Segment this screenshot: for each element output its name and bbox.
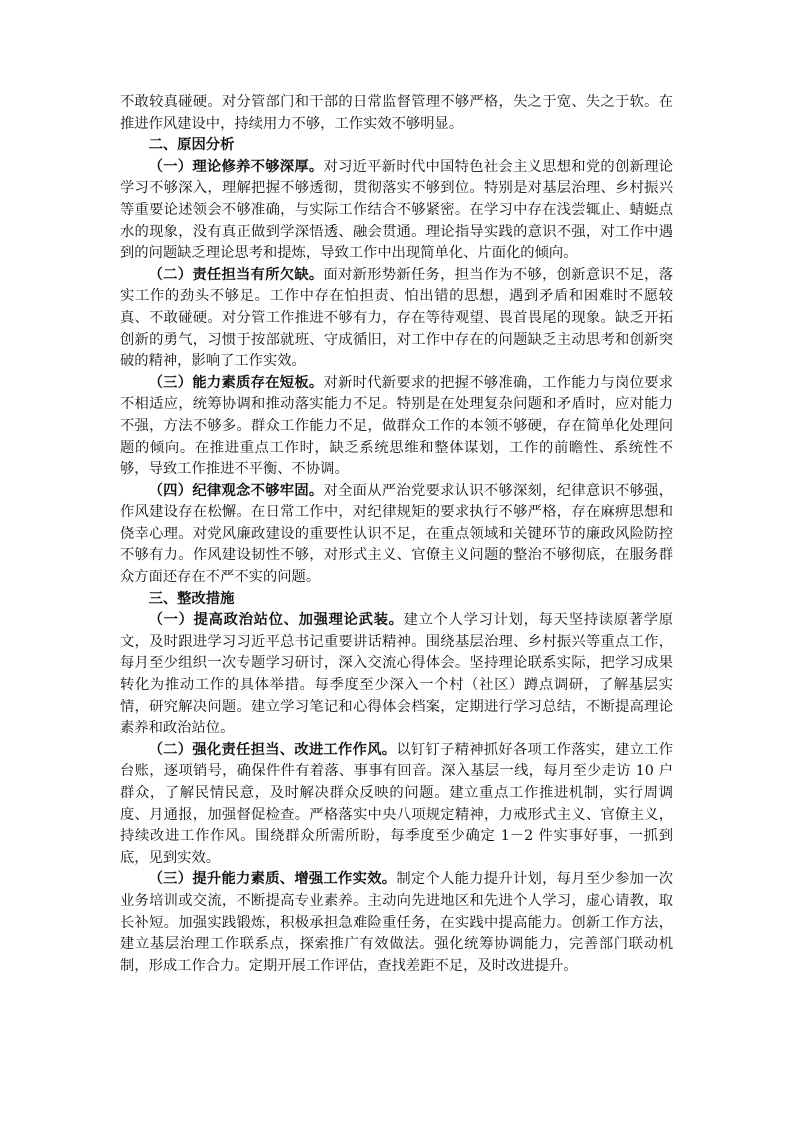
paragraph-lead: （四）纪律观念不够牢固。 [148,482,324,499]
paragraph-lead: （三）提升能力素质、增强工作实效。 [148,871,397,888]
paragraph-text: 对新时代新要求的把握不够准确，工作能力与岗位要求不相适应，统筹协调和推动落实能力不足。特别是在处理复杂问题和矛盾时，应对能力不强，方法不够多。群众工作能力不足，做群众工作的本领不够硬，存在简单化处理问题的倾向。在推进重点工作时，缺乏系统思维和整体谋划，工作的前瞻性、系统性不够，导致工作推进不平衡、不协调。 [120,374,674,478]
paragraph-lead: （三）能力素质存在短板。 [148,374,324,391]
section-heading-rectification-measures: 三、整改措施 [148,590,235,607]
paragraph [120,610,673,740]
paragraph-text: 建立个人学习计划，每天坚持读原著学原文，及时跟进学习习近平总书记重要讲话精神。围绕基层治理、乡村振兴等重点工作，每月至少组织一次专题学习研讨，深入交流心得体会。坚持理论联系实际，把学习成果转化为推动工作的具体举措。每季度至少深入一个村（社区）蹲点调研，了解基层实情，研究解决问题。建立学习笔记和心得体会档案，定期进行学习总结，不断提高理论素养和政治站位。 [120,612,674,737]
paragraph [120,481,673,589]
paragraph-text: 对全面从严治党要求认识不够深刻，纪律意识不够强，作风建设存在松懈。在日常工作中，对纪律规矩的要求执行不够严格，存在麻痹思想和侥幸心理。对党风廉政建设的重要性认识不足，在重点领域和关键环节的廉政风险防控不够有力。作风建设韧性不够，对形式主义、官僚主义问题的整治不够彻底，在服务群众方面还存在不严不实的问题。 [120,482,674,586]
paragraph-text: 制定个人能力提升计划，每月至少参加一次业务培训或交流，不断提高专业素养。主动向先进地区和先进个人学习，虚心请教，取长补短。加强实践锻炼，积极承担急难险重任务，在实践中提高能力。创新工作方法，建立基层治理工作联系点，探索推广有效做法。强化统筹协调能力，完善部门联动机制，形成工作合力。定期开展工作评估，查找差距不足，及时改进提升。 [120,871,673,974]
paragraph-lead: （二）强化责任担当、改进工作作风。 [148,741,397,758]
document-page [120,92,673,977]
paragraph-lead: （二）责任担当有所欠缺。 [148,266,324,283]
paragraph-text: 对习近平新时代中国特色社会主义思想和党的创新理论学习不够深入，理解把握不够透彻，贯彻落实不够到位。特别是对基层治理、乡村振兴等重要论述领会不够准确，与实际工作结合不够紧密。在学习中存在浅尝辄止、蜻蜓点水的现象，没有真正做到学深悟透、融会贯通。理论指导实践的意识不强，对工作中遇到的问题缺乏理论思考和提炼，导致工作中出现简单化、片面化的倾向。 [120,158,674,262]
paragraph [120,373,673,481]
paragraph [120,869,673,977]
paragraph-text: 面对新形势新任务，担当作为不够，创新意识不足，落实工作的劲头不够足。工作中存在怕担责、怕出错的思想，遇到矛盾和困难时不愿较真、不敢碰硬。对分管工作推进不够有力，存在等待观望、畏首畏尾的现象。缺乏开拓创新的勇气，习惯于按部就班、守成循旧，对工作中存在的问题缺乏主动思考和创新突破的精神，影响了工作实效。 [120,266,674,370]
paragraph-lead: （一）理论修养不够深厚。 [148,158,324,175]
section-heading-cause-analysis: 二、原因分析 [148,137,235,154]
paragraph-text: 以钉钉子精神抓好各项工作落实，建立工作台账，逐项销号，确保件件有着落、事事有回音。深入基层一线，每月至少走访 10 户群众，了解民情民意，及时解决群众反映的问题。建立重点工作推进机制，实行周调度、月通报，加强督促检查。严格落实中央八项规定精神，力戒形式主义、官僚主义，持续改进工作作风。围绕群众所需所盼，每季度至少确定 1－2 件实事好事，一抓到底，见到实效。 [120,741,673,866]
paragraph [120,157,673,265]
paragraph [120,265,673,373]
paragraph-lead: （一）提高政治站位、加强理论武装。 [148,612,404,629]
intro-continuation: 不敢较真碰硬。对分管部门和干部的日常监督管理不够严格，失之于宽、失之于软。在推进作风建设中，持续用力不够，工作实效不够明显。 [120,94,673,132]
paragraph [120,740,673,870]
